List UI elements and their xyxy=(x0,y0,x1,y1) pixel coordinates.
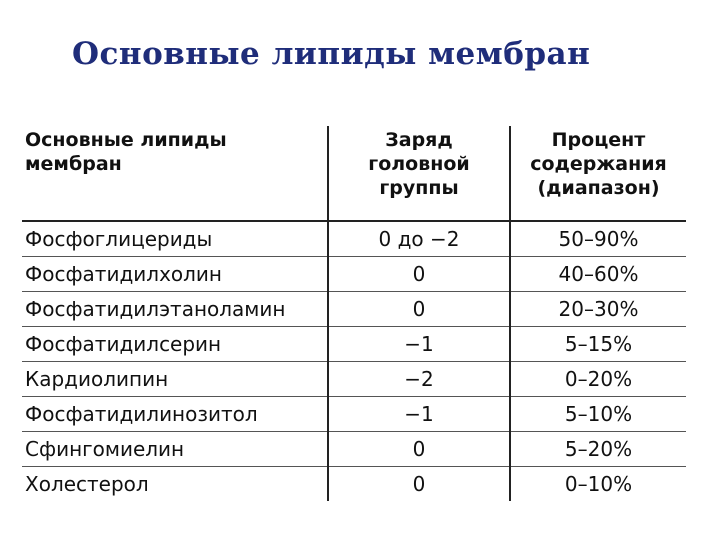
table-row xyxy=(22,466,686,501)
lipid-name: Фосфатидилинозитол xyxy=(22,396,328,431)
lipid-name: Фосфатидилэтаноламин xyxy=(22,291,328,326)
head-group-charge: 0 xyxy=(328,291,510,326)
lipid-name: Сфингомиелин xyxy=(22,431,328,466)
table-row xyxy=(22,221,686,256)
content-percent: 40–60% xyxy=(510,256,686,291)
content-percent: 20–30% xyxy=(510,291,686,326)
table-row xyxy=(22,256,686,291)
head-group-charge: 0 до −2 xyxy=(328,221,510,256)
table-row xyxy=(22,431,686,466)
header-percent-line: содержания xyxy=(530,153,667,175)
header-charge-line: Заряд xyxy=(385,129,453,151)
head-group-charge: 0 xyxy=(328,431,510,466)
table-row xyxy=(22,361,686,396)
content-percent: 0–10% xyxy=(564,472,633,496)
header-percent-line: (диапазон) xyxy=(537,177,660,199)
lipid-name: Кардиолипин xyxy=(22,361,328,396)
table-header-row xyxy=(22,126,686,221)
header-charge-line: группы xyxy=(379,177,459,199)
content-percent: 5–10% xyxy=(510,396,686,431)
header-lipid-name xyxy=(22,126,328,221)
head-group-charge: −1 xyxy=(328,326,510,361)
content-percent: 0–20% xyxy=(510,361,686,396)
content-percent: 50–90% xyxy=(510,221,686,256)
slide-title: Основные липиды мембран xyxy=(72,36,591,72)
table-row xyxy=(22,396,686,431)
table-row xyxy=(22,291,686,326)
header-lipid-name-line: Основные липиды xyxy=(25,129,227,151)
header-head-group-charge xyxy=(328,126,510,221)
lipid-name: Фосфатидилхолин xyxy=(22,256,328,291)
head-group-charge: −2 xyxy=(328,361,510,396)
header-charge-line: головной xyxy=(368,153,470,175)
header-content-percent xyxy=(510,126,686,221)
header-percent-line: Процент xyxy=(551,129,646,151)
lipid-name: Фосфоглицериды xyxy=(22,221,328,256)
head-group-charge: −1 xyxy=(328,396,510,431)
header-lipid-name-line: мембран xyxy=(25,153,122,175)
head-group-charge: 0 xyxy=(328,466,510,501)
content-percent: 5–15% xyxy=(510,326,686,361)
lipid-table xyxy=(22,126,686,501)
content-percent: 5–20% xyxy=(510,431,686,466)
table-row xyxy=(22,326,686,361)
lipid-name: Фосфатидилсерин xyxy=(22,326,328,361)
lipid-name: Холестерол xyxy=(25,472,149,496)
head-group-charge: 0 xyxy=(328,256,510,291)
